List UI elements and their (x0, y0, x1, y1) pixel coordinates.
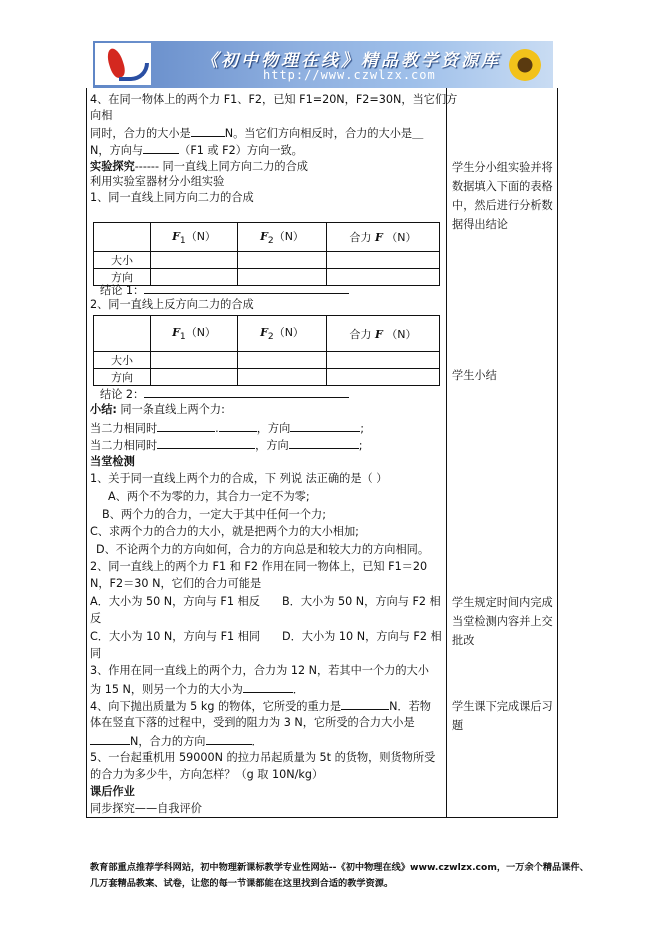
header-f2: $F_2(N)$ (238, 316, 327, 352)
conclusion-1-blank[interactable] (144, 282, 349, 294)
check-q4-line2: 体在竖直下落的过程中，受到的阻力为 3 N，它所受的合力大小是 (90, 716, 415, 729)
footer-line2: 几万套精品教案、试卷，让您的每一节课都能在这里找到合适的教学资源。 (90, 878, 394, 889)
data-table-same-direction (93, 222, 440, 286)
conclusion-2-blank[interactable] (144, 386, 349, 398)
q4-line3: 同时，合力的大小是 N。当它们方向相反时，合力的大小是＿ (90, 127, 424, 140)
answer-blank[interactable] (243, 681, 293, 693)
check-q5-line2: 的合力为多少牛，方向怎样？（g 取 10N/kg） (90, 768, 324, 781)
page-footer (90, 860, 630, 892)
table-cell[interactable] (327, 252, 440, 269)
header-f1: $F_1(N)$ (151, 316, 238, 352)
sidebar-note-experiment: 学生分小组实验并将数据填入下面的表格中，然后进行分析数据得出结论 (452, 161, 553, 231)
answer-blank[interactable] (341, 698, 389, 710)
check-q1: 1、关于同一直线上两个力的合成，下 列说 法正确的是（ ） (90, 472, 388, 485)
check-q2-line2: N，F2＝30 N，它们的合力可能是 (90, 577, 262, 590)
summary-same-direction: 当二力相同时 . ，方向 ; (90, 422, 365, 435)
row-label-size: 大小 (94, 252, 151, 269)
table-cell[interactable] (151, 352, 238, 369)
check-q1-option-d: D、不论两个力的方向如何，合力的方向总是和较大力的方向相同。 (96, 543, 430, 556)
check-q2-option-a: A．大小为 50 N，方向与 F1 相反 (90, 595, 260, 608)
q4-line2: 向相 (90, 109, 113, 122)
homework-heading: 课后作业 (90, 785, 135, 798)
table-cell[interactable] (238, 252, 327, 269)
header-resultant: 合力 F （N） (327, 223, 440, 252)
row-label-direction: 方向 (94, 369, 151, 386)
check-q2-line1: 2、同一直线上的两个力 F1 和 F2 作用在同一物体上，已知 F1＝20 (90, 560, 428, 573)
table-cell[interactable] (327, 352, 440, 369)
check-q1-option-a: A、两个不为零的力，其合力一定不为零; (108, 490, 310, 503)
experiment-subtitle: 利用实验室器材分小组实验 (90, 175, 225, 188)
header-f2: $F_2(N)$ (238, 223, 327, 252)
header-banner (93, 41, 553, 88)
check-q2-option-d: D．大小为 10 N，方向与 F2 相 (282, 630, 442, 643)
answer-blank[interactable] (206, 733, 252, 745)
experiment-heading: 实验探究------ 同一直线上同方向二力的合成 (90, 160, 308, 173)
summary-heading: 小结: 同一条直线上两个力: (90, 403, 225, 416)
answer-blank[interactable] (90, 733, 130, 745)
conclusion-2: 结论 2： (100, 386, 349, 402)
conclusion-1: 结论 1： (100, 282, 349, 298)
check-q3-line1: 3、作用在同一直线上的两个力，合力为 12 N，若其中一个力的大小 (90, 664, 429, 677)
sidebar-note-homework: 学生课下完成课后习题 (452, 700, 553, 732)
experiment-2-title: 2、同一直线上反方向二力的合成 (90, 298, 254, 311)
answer-blank[interactable] (143, 142, 179, 154)
q4-line4: N，方向与 （F1 或 F2）方向一致。 (90, 144, 303, 157)
check-heading: 当堂检测 (90, 455, 135, 468)
answer-blank[interactable] (191, 125, 225, 137)
banner-url[interactable]: http://www.czwlzx.com (263, 68, 436, 82)
check-q2-option-d-cont: 同 (90, 647, 102, 660)
check-q2-option-b-cont: 反 (90, 612, 102, 625)
check-q4-line1: 4、向下抛出质量为 5 kg 的物体，它所受的重力是 N．若物 (90, 700, 431, 713)
homework-text: 同步探究——自我评价 (90, 802, 202, 815)
data-table-opposite-direction (93, 315, 440, 386)
sidebar-note-summary: 学生小结 (452, 369, 497, 382)
summary-opposite-direction: 当二力相同时 ，方向 ; (90, 439, 363, 452)
experiment-1-title: 1、同一直线上同方向二力的合成 (90, 191, 254, 204)
check-q1-option-b: B、两个力的合力，一定大于其中任何一个力; (102, 508, 327, 521)
check-q5-line1: 5、一台起重机用 59000N 的拉力吊起质量为 5t 的货物，则货物所受 (90, 751, 436, 764)
table-cell[interactable] (238, 352, 327, 369)
check-q1-option-c: C、求两个力的合力的大小，就是把两个力的大小相加; (90, 525, 359, 538)
footer-line1: 教育部重点推荐学科网站，初中物理新课标教学专业性网站--《初中物理在线》www.czwlzx.com，一万余个精品课件、 (90, 862, 589, 873)
q4-line1: 4、在同一物体上的两个力 F1、F2，已知 F1=20N，F2=30N，当它们方 (90, 93, 458, 106)
row-label-direction: 方向 (94, 269, 151, 286)
table-cell[interactable] (327, 369, 440, 386)
header-resultant: 合力 F （N） (327, 316, 440, 352)
banner-title: 《初中物理在线》精品教学资源库 (201, 51, 501, 71)
check-q2-option-c: C．大小为 10 N，方向与 F1 相同 (90, 630, 261, 643)
table-cell[interactable] (151, 369, 238, 386)
header-f1: $F_1(N)$ (151, 223, 238, 252)
sunflower-icon (505, 45, 545, 85)
table-cell[interactable] (238, 369, 327, 386)
site-logo (95, 43, 151, 85)
check-q2-option-b: B．大小为 50 N，方向与 F2 相 (282, 595, 441, 608)
check-q4-line3: N，合力的方向 ． (90, 733, 263, 749)
table-cell[interactable] (151, 252, 238, 269)
row-label-size: 大小 (94, 352, 151, 369)
check-q3-line2: 为 15 N，则另一个力的大小为 ． (90, 683, 304, 696)
sidebar-note-check: 学生规定时间内完成当堂检测内容并上交批改 (452, 596, 553, 647)
